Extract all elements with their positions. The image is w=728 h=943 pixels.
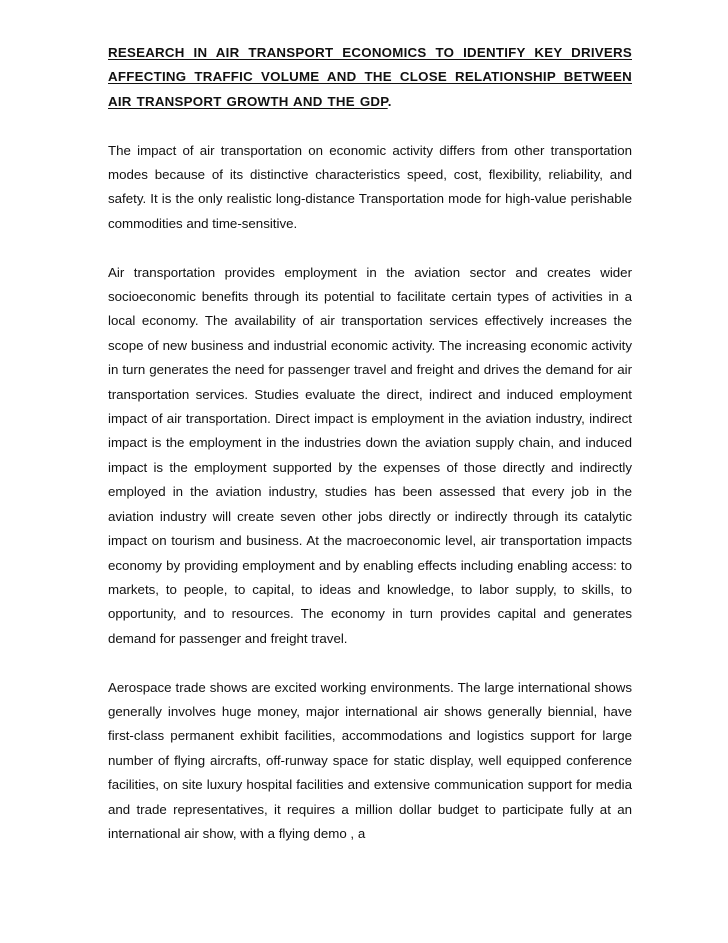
paragraph-air-transport-impact: The impact of air transportation on economic activity differs from other transportation modes because of its distinctive characteristics speed, cost, flexibility, reliability, and safety. It is the only realistic long-distance Transportation mode for high-value perishable commodities and time-sensitive. — [108, 142, 632, 231]
document-title-text: RESEARCH IN AIR TRANSPORT ECONOMICS TO IDENTIFY KEY DRIVERS AFFECTING TRAFFIC VOLUME AND THE CLOSE RELATIONSHIP BETWEEN AIR TRANSPORT GROWTH AND THE GDP — [108, 45, 632, 109]
document-title-period: . — [387, 93, 392, 109]
paragraph-aerospace-trade-shows: Aerospace trade shows are excited working environments. The large international shows generally involves huge money, major international air shows generally biennial, have first-class permanent exhibit facilities, accommodations and logistics support for large number of flying aircrafts, off-runway space for static display, well equipped conference facilities, on site luxury hospital facilities and extensive communication support for media and trade representatives, it requires a million dollar budget to participate fully at an international air show, with a flying demo , a — [108, 679, 632, 841]
document-title — [108, 41, 632, 114]
paragraph-employment-benefits: Air transportation provides employment in the aviation sector and creates wider socioeconomic benefits through its potential to facilitate certain types of activities in a local economy. The availability of air transportation services effectively increases the scope of new business and industrial economic activity. The increasing economic activity in turn generates the need for passenger travel and freight and drives the demand for air transportation services. Studies evaluate the direct, indirect and induced employment impact of air transportation. Direct impact is employment in the aviation industry, indirect impact is the employment in the industries down the aviation supply chain, and induced impact is the employment supported by the expenses of those directly and indirectly employed in the aviation industry, studies has been assessed that every job in the aviation industry will create seven other jobs directly or indirectly through its catalytic impact on tourism and business. At the macroeconomic level, air transportation impacts economy by providing employment and by enabling effects including enabling access: to markets, to people, to capital, to ideas and knowledge, to labor supply, to skills, to opportunity, and to resources. The economy in turn provides capital and generates demand for passenger and freight travel. — [108, 264, 632, 646]
document-page — [108, 41, 632, 846]
